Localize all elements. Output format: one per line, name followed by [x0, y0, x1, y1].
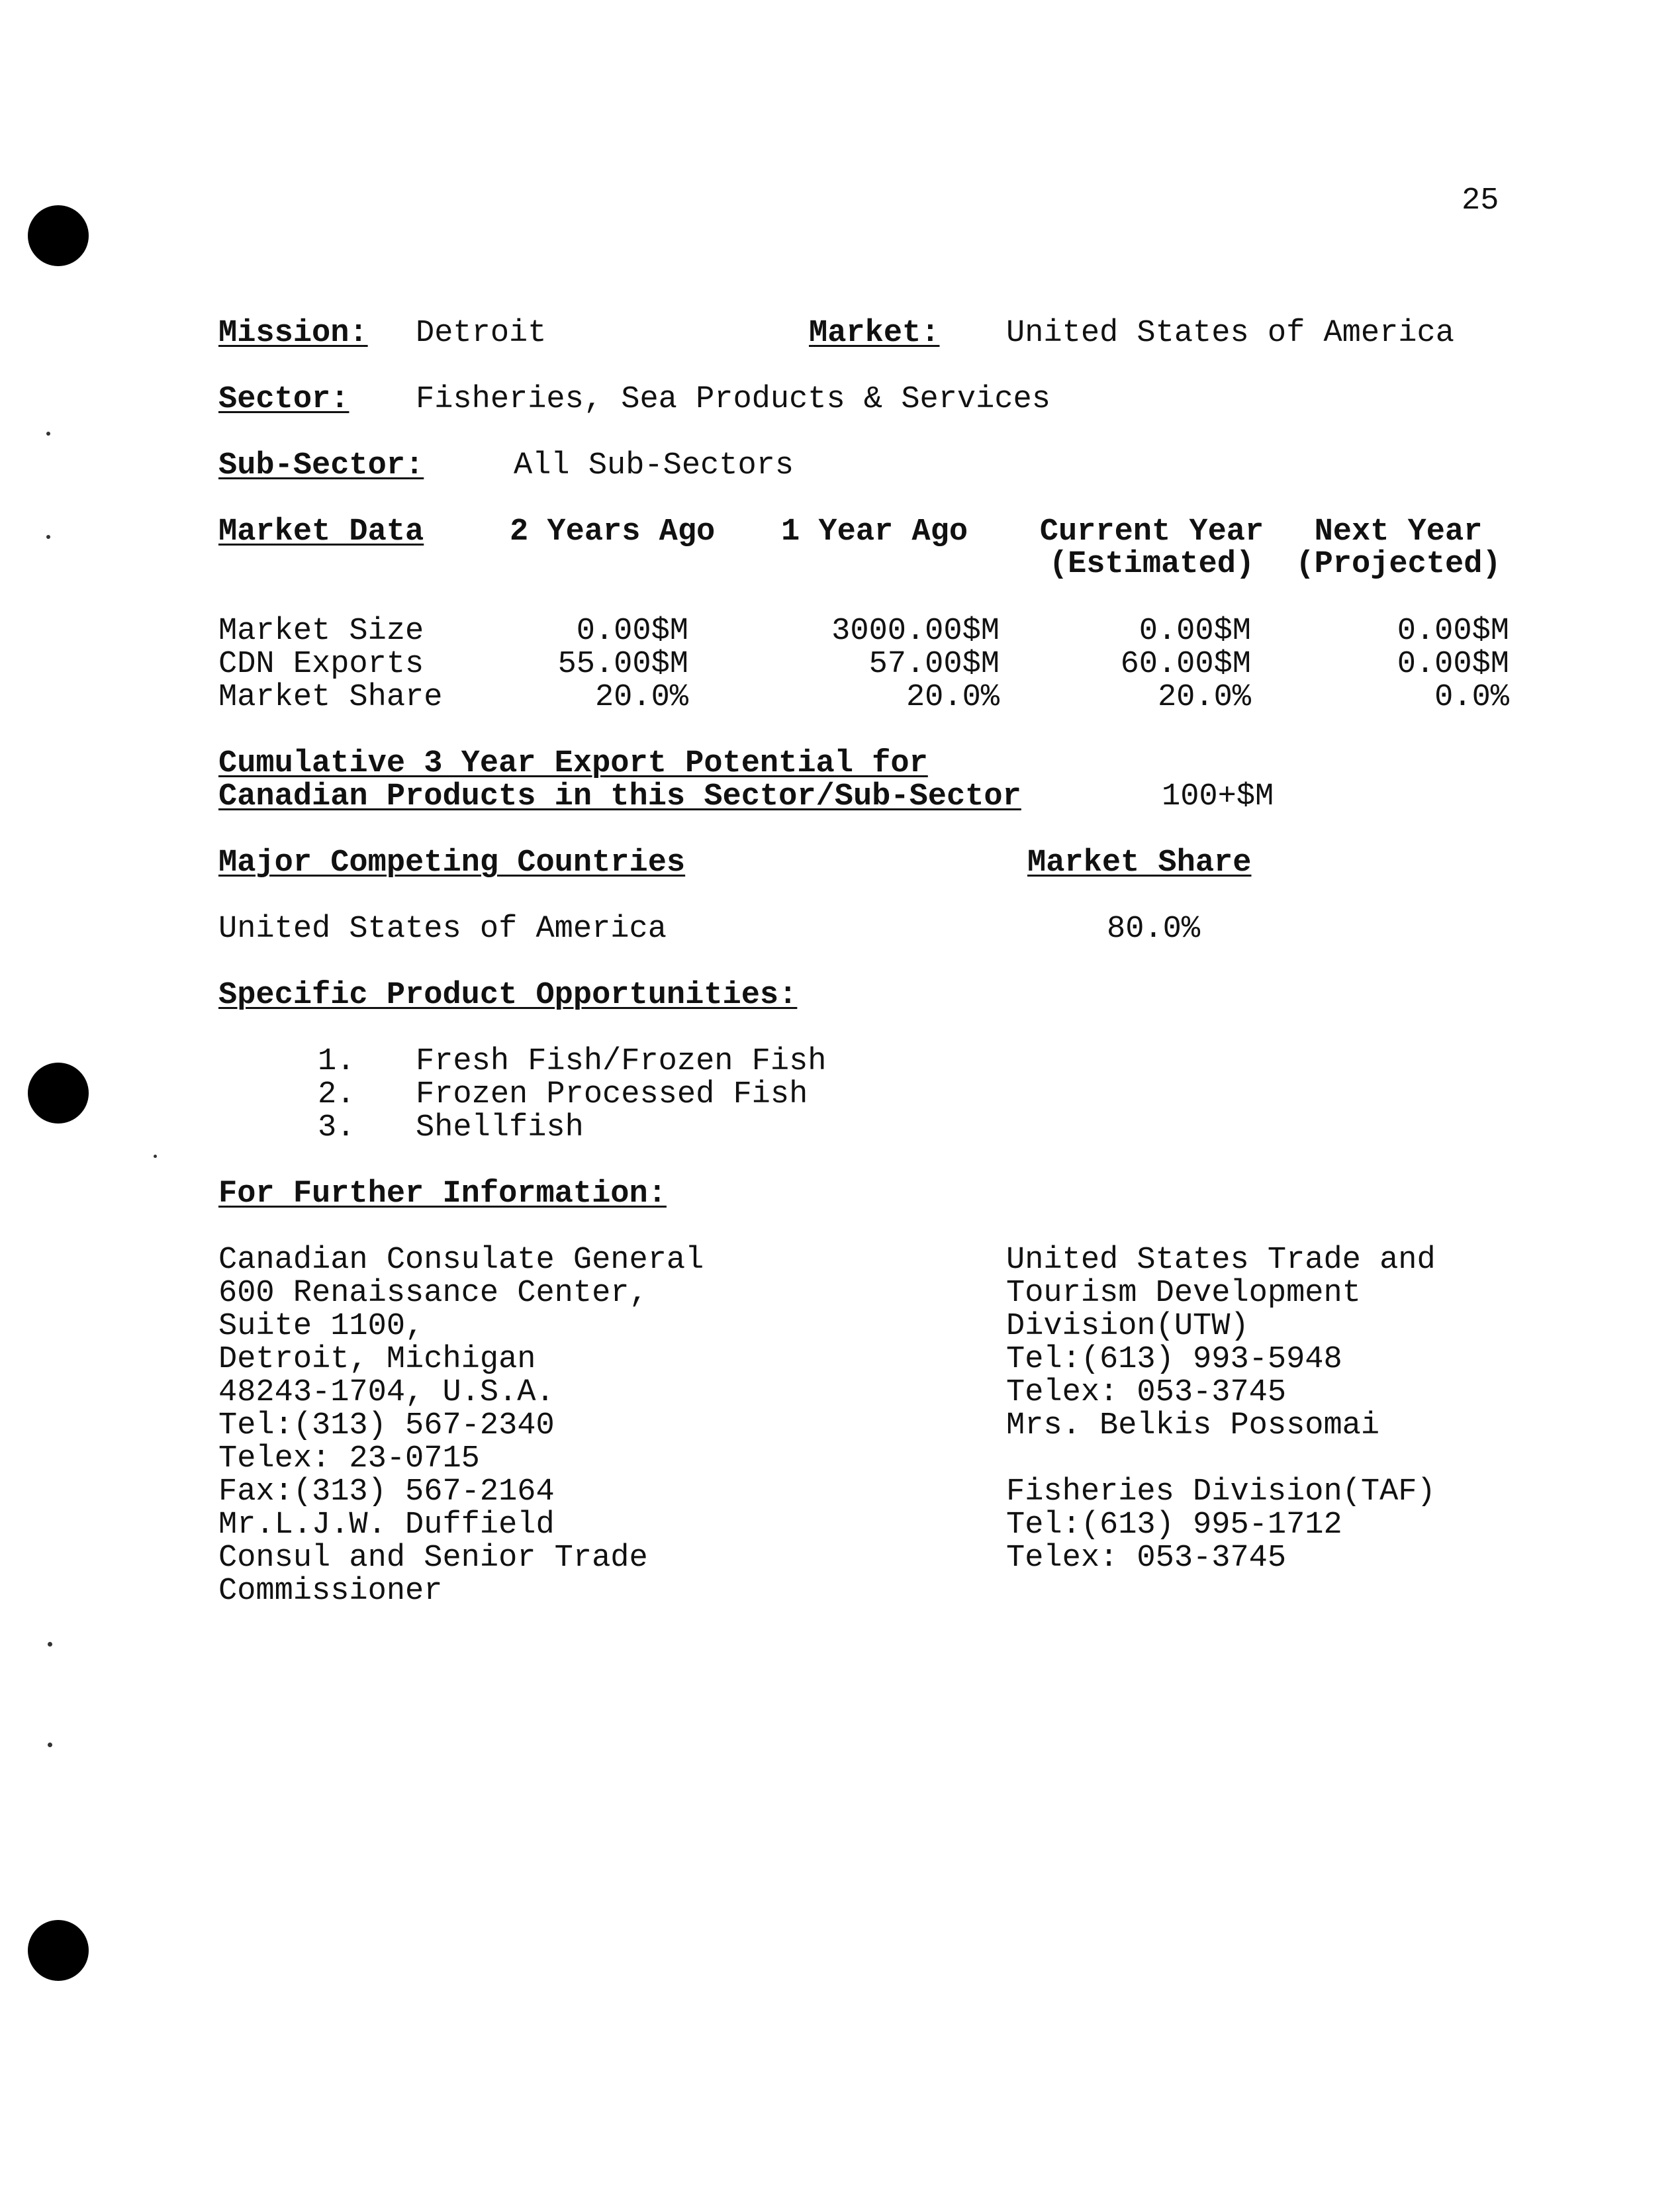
table-cell: 57.00$M — [868, 647, 1000, 682]
contact-line: Fisheries Division(TAF) — [1006, 1474, 1436, 1509]
contact-line: Telex: 053-3745 — [1006, 1541, 1287, 1576]
competitor-country: United States of America — [218, 912, 667, 947]
list-item: Frozen Processed Fish — [416, 1077, 808, 1112]
scan-speck — [46, 535, 50, 539]
competitors-share-heading: Market Share — [1027, 845, 1252, 881]
column-header-current-year-note: (Estimated) — [1049, 547, 1255, 582]
table-cell: 60.00$M — [1120, 647, 1251, 682]
contact-line: Mrs. Belkis Possomai — [1006, 1408, 1380, 1443]
binder-hole-top — [28, 205, 89, 266]
competitor-share: 80.0% — [1107, 912, 1201, 947]
list-item-number: 2. — [318, 1077, 355, 1112]
contact-line: 600 Renaissance Center, — [218, 1276, 648, 1311]
scan-speck — [48, 1743, 52, 1747]
contact-line: Division(UTW) — [1006, 1309, 1249, 1344]
column-header-1-year-ago: 1 Year Ago — [781, 514, 968, 550]
mission-label: Mission: — [218, 316, 368, 351]
column-header-current-year: Current Year — [1039, 514, 1264, 550]
table-cell: 20.0% — [906, 680, 1000, 715]
export-potential-heading-line2: Canadian Products in this Sector/Sub-Sector — [218, 779, 1021, 814]
row-label-market-size: Market Size — [218, 614, 424, 649]
contact-line: Tel:(313) 567-2340 — [218, 1408, 555, 1443]
table-cell: 20.0% — [594, 680, 688, 715]
table-cell: 0.00$M — [1139, 614, 1251, 649]
column-header-2-years-ago: 2 Years Ago — [510, 514, 716, 550]
contact-line: 48243-1704, U.S.A. — [218, 1375, 555, 1410]
table-cell: 3000.00$M — [831, 614, 1000, 649]
contact-line: Tel:(613) 995-1712 — [1006, 1508, 1342, 1543]
list-item: Fresh Fish/Frozen Fish — [416, 1044, 827, 1079]
table-cell: 20.0% — [1157, 680, 1251, 715]
binder-hole-middle — [28, 1063, 89, 1124]
market-data-label: Market Data — [218, 514, 424, 550]
mission-value: Detroit — [416, 316, 547, 351]
table-cell: 0.0% — [1434, 680, 1509, 715]
page-number: 25 — [1462, 183, 1499, 218]
sub-sector-label: Sub-Sector: — [218, 448, 424, 483]
scan-speck — [46, 432, 50, 436]
column-header-next-year: Next Year — [1314, 514, 1483, 550]
table-cell: 55.00$M — [557, 647, 688, 682]
column-header-next-year-note: (Projected) — [1295, 547, 1501, 582]
competitors-heading: Major Competing Countries — [218, 845, 686, 881]
further-info-heading: For Further Information: — [218, 1176, 667, 1212]
contact-line: Tourism Development — [1006, 1276, 1361, 1311]
contact-line: Telex: 23-0715 — [218, 1441, 480, 1476]
sub-sector-value: All Sub-Sectors — [514, 448, 794, 483]
contact-line: Suite 1100, — [218, 1309, 424, 1344]
opportunities-heading: Specific Product Opportunities: — [218, 978, 798, 1013]
list-item-number: 1. — [318, 1044, 355, 1079]
contact-line: Canadian Consulate General — [218, 1243, 704, 1278]
contact-line: Commissioner — [218, 1574, 443, 1609]
row-label-market-share: Market Share — [218, 680, 443, 715]
sector-label: Sector: — [218, 382, 350, 417]
market-label: Market: — [809, 316, 940, 351]
scan-speck — [154, 1155, 157, 1158]
sector-value: Fisheries, Sea Products & Services — [416, 382, 1050, 417]
export-potential-value: 100+$M — [1162, 779, 1274, 814]
list-item: Shellfish — [416, 1110, 584, 1145]
market-value: United States of America — [1006, 316, 1454, 351]
table-cell: 0.00$M — [576, 614, 688, 649]
binder-hole-bottom — [28, 1920, 89, 1981]
table-cell: 0.00$M — [1397, 647, 1509, 682]
contact-line: Mr.L.J.W. Duffield — [218, 1508, 555, 1543]
contact-line: Consul and Senior Trade — [218, 1541, 648, 1576]
export-potential-heading-line1: Cumulative 3 Year Export Potential for — [218, 746, 928, 781]
contact-line: Fax:(313) 567-2164 — [218, 1474, 555, 1509]
list-item-number: 3. — [318, 1110, 355, 1145]
contact-line: United States Trade and — [1006, 1243, 1436, 1278]
contact-line: Detroit, Michigan — [218, 1342, 536, 1377]
row-label-cdn-exports: CDN Exports — [218, 647, 424, 682]
contact-line: Telex: 053-3745 — [1006, 1375, 1287, 1410]
contact-line: Tel:(613) 993-5948 — [1006, 1342, 1342, 1377]
table-cell: 0.00$M — [1397, 614, 1509, 649]
scan-speck — [48, 1642, 52, 1647]
